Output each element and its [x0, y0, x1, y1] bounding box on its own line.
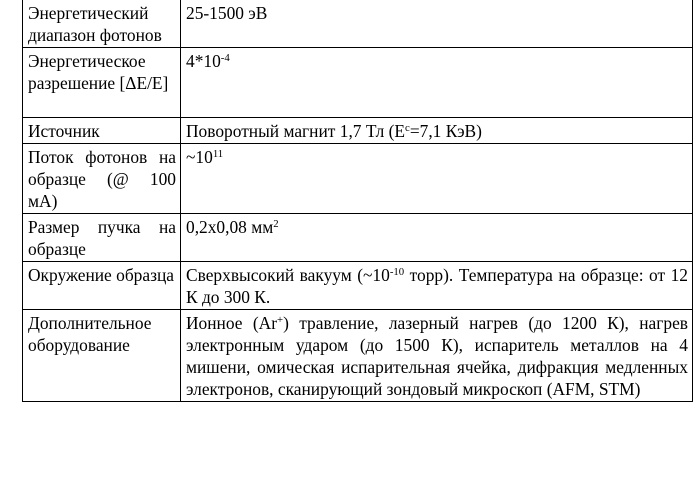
param-photon-energy-range: Энергетический диапазон фотонов: [23, 0, 181, 48]
value-text: ~10: [186, 147, 213, 167]
param-source: Источник: [23, 118, 181, 144]
value-superscript: 2: [273, 218, 279, 231]
param-sample-environment: Окружение образца: [23, 262, 181, 310]
table-row: [23, 214, 693, 262]
value-superscript: -10: [389, 266, 405, 279]
value-additional-equipment: [181, 310, 693, 402]
param-additional-equipment: Дополнительное оборудование: [23, 310, 181, 402]
value-superscript: c: [405, 122, 410, 135]
value-photon-energy-range: 25-1500 эВ: [181, 0, 693, 48]
value-text: Ионное (Ar: [186, 313, 277, 333]
param-beam-size: Размер пучка на образце: [23, 214, 181, 262]
table-row: [23, 0, 693, 48]
table-row: [23, 48, 693, 118]
value-superscript: +: [277, 314, 284, 327]
value-text: =7,1 КэВ): [409, 121, 482, 141]
table-row: [23, 310, 693, 402]
value-photon-flux: [181, 144, 693, 214]
value-text: 4*10: [186, 51, 221, 71]
table-row: [23, 262, 693, 310]
value-sample-environment: [181, 262, 693, 310]
param-photon-flux: Поток фотонов на образце (@ 100 мА): [23, 144, 181, 214]
param-energy-resolution: Энергетическое разрешение [ΔE/E]: [23, 48, 181, 118]
value-superscript: 11: [212, 148, 224, 161]
table-row: [23, 118, 693, 144]
value-source: [181, 118, 693, 144]
value-text: Поворотный магнит 1,7 Тл (E: [186, 121, 406, 141]
value-energy-resolution: [181, 48, 693, 118]
value-text: Сверхвысокий вакуум (~10: [186, 265, 390, 285]
value-text: торр). Температура на образце: от 12 К до 300 К.: [186, 265, 688, 307]
value-beam-size: [181, 214, 693, 262]
value-text: ) травление, лазерный нагрев (до 1200 К), нагрев электронным ударом (до 1500 К), испаритель металлов на 4 мишени, омическая испарительная ячейка, дифракция медленных электронов, сканирующий зондовый микроскоп (AFM, STM): [186, 313, 689, 399]
specification-table: [22, 0, 693, 402]
value-text: 0,2x0,08 мм: [186, 217, 274, 237]
value-superscript: -4: [220, 52, 230, 65]
table-row: [23, 144, 693, 214]
